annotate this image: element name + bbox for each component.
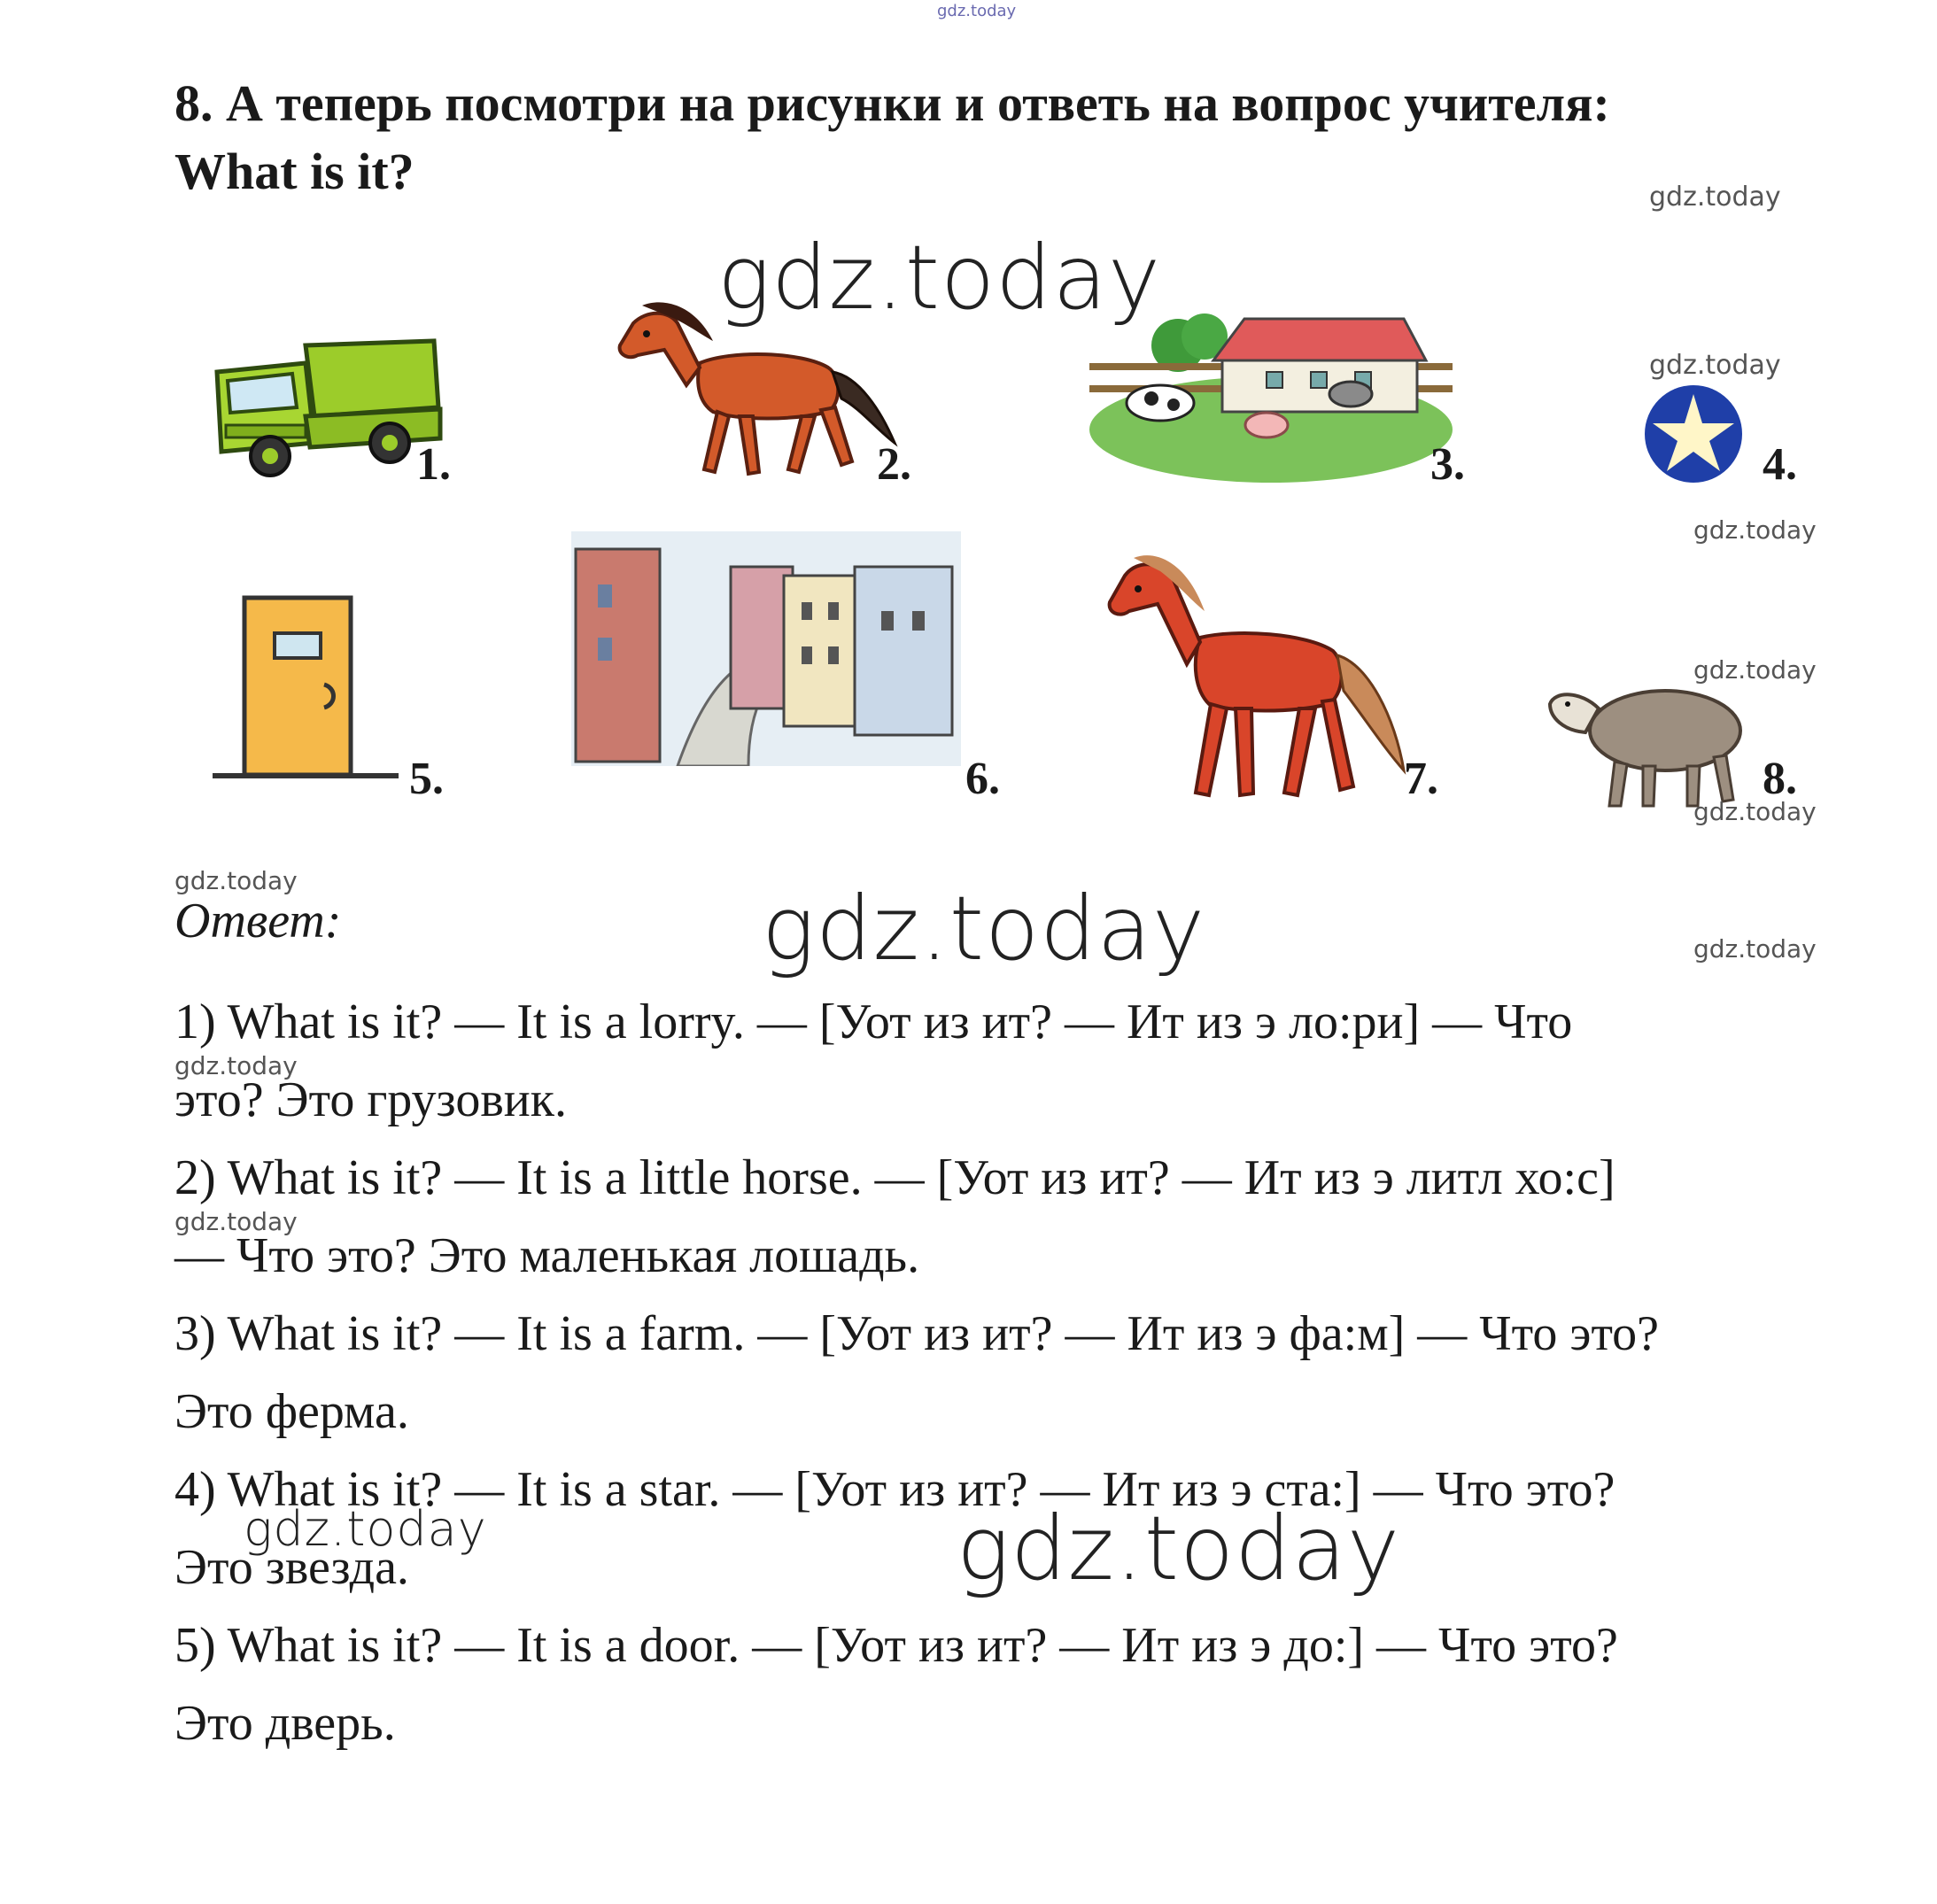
sheep-icon <box>1546 669 1758 810</box>
watermark: gdz.today <box>1649 182 1781 213</box>
answer-line: 3) What is it? — It is a farm. — [Уот из ит? — Ит из э фа:м] — Что это? <box>174 1306 1660 1361</box>
watermark: gdz.today <box>1693 797 1817 826</box>
star-icon <box>1639 381 1754 487</box>
watermark: gdz.today <box>1693 515 1817 545</box>
picture-number: 5. <box>409 754 444 804</box>
watermark: gdz.today <box>244 1501 487 1557</box>
watermark: gdz.today <box>957 1497 1401 1600</box>
lorry-icon <box>208 328 447 483</box>
answer-line: 5) What is it? — It is a door. — [Уот из ит? — Ит из э до:] — Что это? <box>174 1618 1618 1673</box>
picture-star <box>1639 381 1754 487</box>
answer-line: Это дверь. <box>174 1696 396 1751</box>
watermark: gdz.today <box>174 1207 298 1236</box>
picture-farm <box>1089 306 1453 483</box>
door-icon <box>213 589 399 788</box>
answer-line: это? Это грузовик. <box>174 1072 567 1127</box>
picture-number: 3. <box>1430 439 1465 490</box>
task-title: 8. А теперь посмотри на рисунки и ответь на вопрос учителя: <box>174 74 1610 132</box>
street-icon <box>571 531 961 766</box>
watermark: gdz.today <box>1649 350 1781 381</box>
answer-line: 1) What is it? — It is a lorry. — [Уот из ит? — Ит из э ло:ри] — Что <box>174 995 1573 1049</box>
watermark: gdz.today <box>174 1051 298 1080</box>
task-question: What is it? <box>174 143 415 200</box>
picture-horse <box>1103 540 1422 806</box>
farm-icon <box>1089 306 1453 483</box>
answer-line: — Что это? Это маленькая лошадь. <box>174 1228 920 1283</box>
horse-icon <box>1103 540 1422 806</box>
answer-line: 2) What is it? — It is a little horse. — [Уот из ит? — Ит из э литл хо:с] <box>174 1150 1615 1205</box>
picture-number: 6. <box>965 754 1000 804</box>
picture-sheep <box>1546 669 1758 810</box>
answer-line: Это звезда. <box>174 1540 409 1595</box>
picture-number: 7. <box>1404 754 1438 804</box>
answer-line: Это ферма. <box>174 1384 409 1439</box>
watermark: gdz.today <box>762 877 1206 980</box>
picture-door <box>213 589 399 788</box>
watermark: gdz.today <box>717 226 1162 329</box>
answer-label: Ответ: <box>174 894 342 948</box>
watermark: gdz.today <box>1693 655 1817 685</box>
picture-number: 2. <box>877 439 911 490</box>
watermark: gdz.today <box>174 866 298 895</box>
picture-lorry <box>208 328 447 483</box>
picture-number: 8. <box>1763 754 1797 804</box>
watermark-top: gdz.today <box>937 2 1017 20</box>
watermark: gdz.today <box>1693 934 1817 964</box>
answer-line: 4) What is it? — It is a star. — [Уот из ит? — Ит из э ста:] — Что это? <box>174 1462 1615 1517</box>
picture-street <box>571 531 961 766</box>
picture-number: 1. <box>416 439 451 490</box>
picture-number: 4. <box>1763 439 1797 490</box>
